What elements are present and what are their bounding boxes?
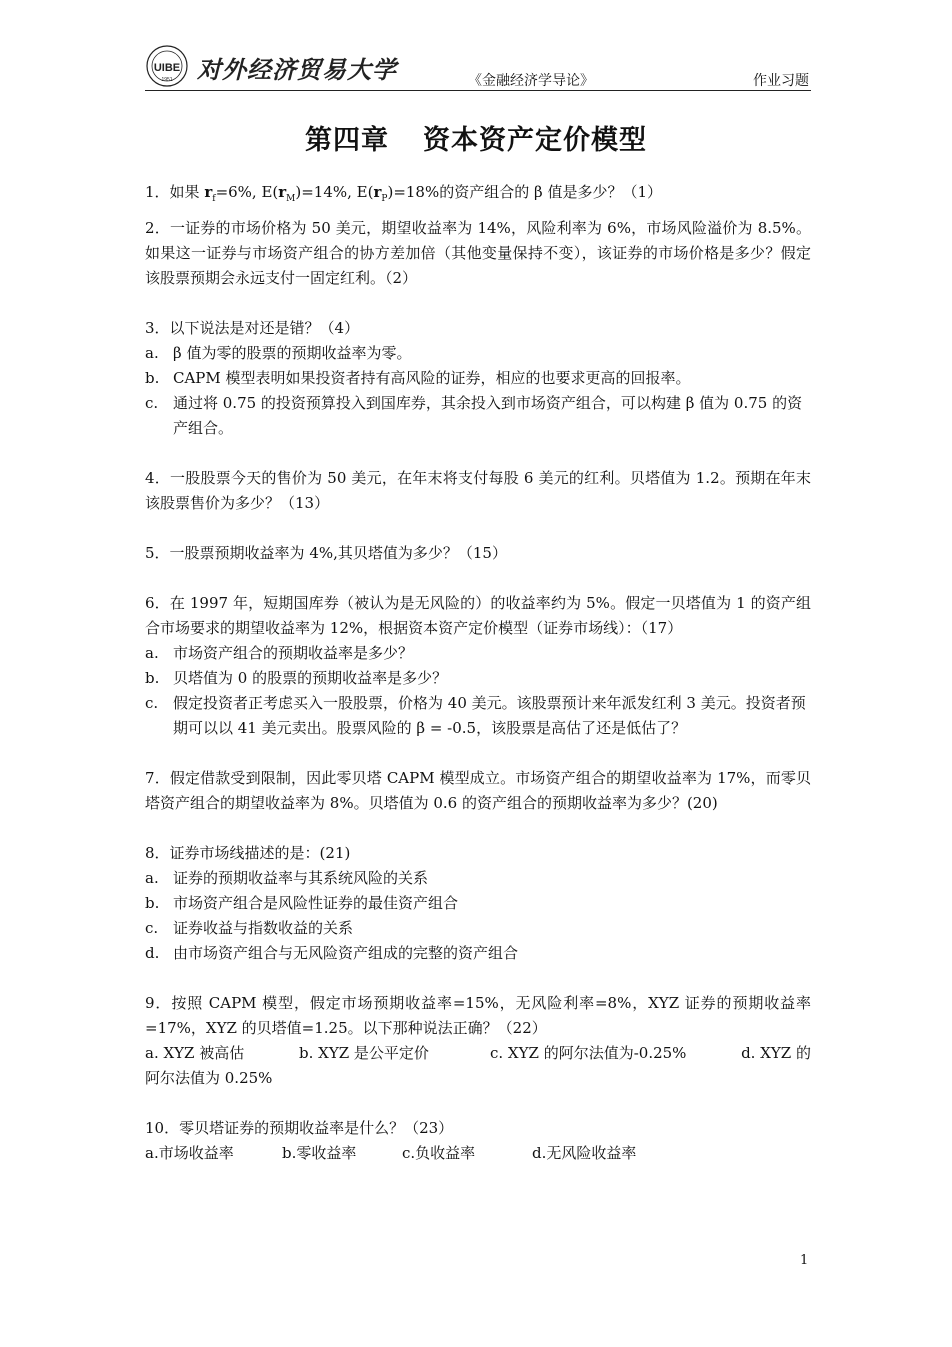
- question-6-option-b: b. 贝塔值为 0 的股票的预期收益率是多少？: [145, 669, 448, 687]
- question-3-stem: 3．以下说法是对还是错？（4）: [145, 319, 360, 337]
- chapter-title: [0, 118, 952, 157]
- exercise-list: [145, 180, 811, 1166]
- question-7: 7．假定借款受到限制，因此零贝塔 CAPM 模型成立。市场资产组合的期望收益率为 17%，而零贝塔资产组合的期望收益率为 8%。贝塔值为 0.6 的资产组合的预期收益率为多少？(20): [145, 769, 811, 812]
- question-10-option-b: b.零收益率: [282, 1144, 357, 1162]
- document-type-label: 作业习题: [753, 73, 809, 89]
- question-10-options: [145, 1141, 811, 1166]
- emblem-lettering: UIBE: [153, 62, 181, 74]
- page-number: 1: [800, 1253, 809, 1268]
- question-2: 2．一证券的市场价格为 50 美元，期望收益率为 14%，风险利率为 6%，市场风险溢价为 8.5%。如果这一证券与市场资产组合的协方差加倍（其他变量保持不变），该证券的市场价格是多少？假定该股票预期会永远支付一固定红利。（2）: [145, 219, 811, 287]
- university-emblem-icon: [145, 44, 189, 88]
- question-8-option-c: c. 证券收益与指数收益的关系: [145, 919, 354, 937]
- question-3: [145, 316, 811, 441]
- chapter-topic: 资本资产定价模型: [423, 125, 647, 156]
- chapter-number: 第四章: [305, 125, 389, 156]
- question-10-stem: 10．零贝塔证券的预期收益率是什么？（23）: [145, 1119, 454, 1137]
- emblem-year: 1951: [161, 77, 173, 83]
- question-8-option-d: d. 由市场资产组合与无风险资产组成的完整的资产组合: [145, 944, 519, 962]
- question-3-option-b: b. CAPM 模型表明如果投资者持有高风险的证券，相应的也要求更高的回报率。: [145, 369, 691, 387]
- question-8-option-b: b. 市场资产组合是风险性证券的最佳资产组合: [145, 894, 459, 912]
- question-9-option-d-continued: 阿尔法值为 0.25%: [145, 1069, 273, 1087]
- question-9-stem: 9．按照 CAPM 模型，假定市场预期收益率=15%，无风险利率=8%，XYZ 证券的预期收益率=17%，XYZ 的贝塔值=1.25。以下那种说法正确？（22）: [145, 994, 811, 1037]
- question-9-option-c: c. XYZ 的阿尔法值为-0.25%: [490, 1044, 687, 1062]
- question-9-option-a: a. XYZ 被高估: [145, 1044, 245, 1062]
- question-6: [145, 591, 811, 741]
- question-6-stem: 6．在 1997 年，短期国库券（被认为是无风险的）的收益率约为 5%。假定一贝塔值为 1 的资产组合市场要求的期望收益率为 12%，根据资本资产定价模型（证券市场线）：（17）: [145, 594, 811, 637]
- question-9-options: [145, 1041, 811, 1066]
- university-name-script: 对外经济贸易大学: [197, 55, 397, 84]
- question-4: 4．一股股票今天的售价为 50 美元，在年末将支付每股 6 美元的红利。贝塔值为 1.2。预期在年末该股票售价为多少？（13）: [145, 469, 811, 512]
- course-title: 《金融经济学导论》: [468, 73, 594, 89]
- question-8-stem: 8．证券市场线描述的是：(21): [145, 844, 351, 862]
- question-10-option-d: d.无风险收益率: [532, 1144, 637, 1162]
- question-8: [145, 841, 811, 966]
- question-9-option-d: d. XYZ 的: [741, 1044, 811, 1062]
- question-3-option-c: c. 通过将 0.75 的投资预算投入到国库券，其余投入到市场资产组合，可以构建 β 值为 0.75 的资产组合。: [145, 394, 803, 437]
- question-10-option-c: c.负收益率: [402, 1144, 476, 1162]
- question-10-option-a: a.市场收益率: [145, 1144, 234, 1162]
- question-5: 5．一股票预期收益率为 4%,其贝塔值为多少？（15）: [145, 544, 507, 562]
- page-header: [145, 40, 811, 91]
- question-8-option-a: a. 证券的预期收益率与其系统风险的关系: [145, 869, 429, 887]
- question-3-option-a: a. β 值为零的股票的预期收益率为零。: [145, 344, 412, 362]
- question-10: [145, 1116, 811, 1166]
- question-6-option-a: a. 市场资产组合的预期收益率是多少？: [145, 644, 414, 662]
- question-9: [145, 991, 811, 1091]
- question-1: 1．如果 $r_f=6\%$, $E(r_M)=14\%$, $E(r_P)=18\%$的资产组合的 β 值是多少？（1）: [145, 183, 662, 204]
- question-6-option-c: c. 假定投资者正考虑买入一股股票，价格为 40 美元。该股票预计来年派发红利 3 美元。投资者预期可以以 41 美元卖出。股票风险的 β = -0.5，该股票是高估了还是低估了？: [145, 694, 806, 737]
- question-9-option-b: b. XYZ 是公平定价: [299, 1044, 429, 1062]
